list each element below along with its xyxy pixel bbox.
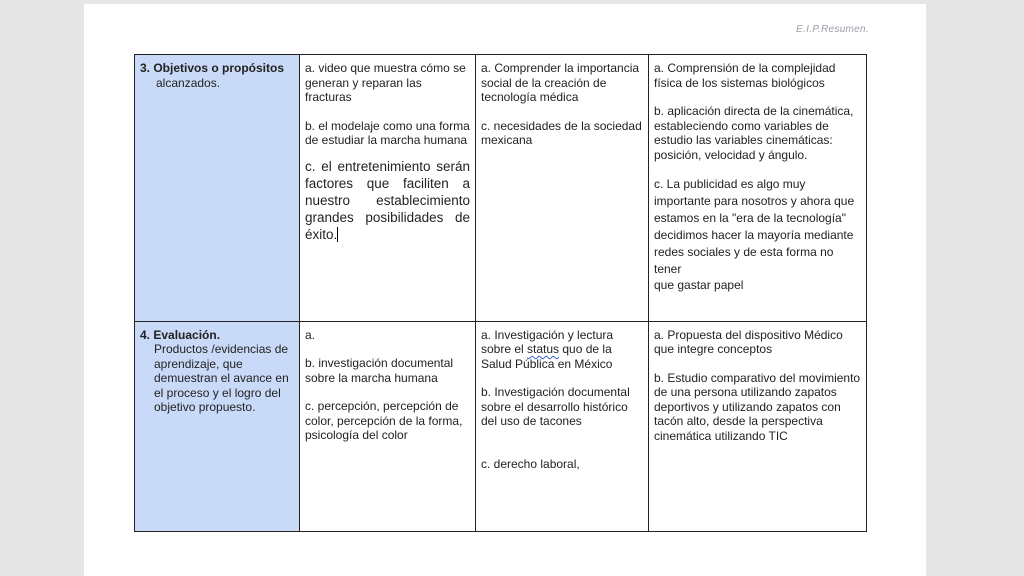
- cell-item: que gastar papel: [654, 278, 744, 292]
- cell-item: a.: [305, 327, 316, 342]
- row-label-evaluation: [135, 321, 300, 531]
- evaluation-table: [134, 54, 867, 532]
- cell-item: b. Estudio comparativo del movimiento de una persona utilizando zapatos deportivos y utilizando zapatos con tacón alto, desde la perspectiva cinemática utilizando TIC: [654, 370, 861, 443]
- cell-item: a. Comprensión de la complejidad física de los sistemas biológicos: [654, 61, 836, 90]
- cell-item: c. La publicidad es algo muy importante para nosotros y ahora que estamos en la "era de la tecnología" decidimos hacer la mayoría mediante redes sociales y de esta forma no tener: [654, 177, 855, 276]
- cell-item: b. Investigación documental sobre el desarrollo histórico del uso de tacones: [481, 385, 630, 429]
- table-cell[interactable]: [476, 55, 649, 322]
- table-row: [135, 321, 867, 531]
- cell-item: c. necesidades de la sociedad mexicana: [481, 118, 642, 147]
- text-cursor: [337, 227, 338, 242]
- table-cell[interactable]: [649, 55, 867, 322]
- table-row: [135, 55, 867, 322]
- table-cell[interactable]: [649, 321, 867, 531]
- row-label-objectives: [135, 55, 300, 322]
- cell-item: a. Comprender la importancia social de la creación de tecnología médica: [481, 61, 640, 104]
- table-cell[interactable]: [300, 55, 476, 322]
- page-header: E.I.P.Resumen.: [796, 24, 869, 35]
- row-label-title: 3. Objetivos o propósitos: [140, 61, 285, 75]
- row-label-text: alcanzados.: [156, 75, 221, 90]
- cell-item: c. percepción, percepción de color, percepción de la forma, psicología del color: [305, 399, 463, 443]
- cell-item: a. Propuesta del dispositivo Médico que integre conceptos: [654, 327, 843, 357]
- row-label-title: 4. Evaluación.: [140, 327, 221, 342]
- cell-item: b. el modelaje como una forma de estudiar la marcha humana: [305, 118, 470, 147]
- cell-item: b. investigación documental sobre la marcha humana: [305, 356, 454, 385]
- table-cell[interactable]: [476, 321, 649, 531]
- cell-item: a. Investigación y lectura sobre el status quo de la Salud Pública en México: [481, 327, 614, 371]
- cell-item: b. aplicación directa de la cinemática, estableciendo como variables de estudio las variables cinemáticas: posición, velocidad y ángulo.: [654, 104, 854, 162]
- document-page: [84, 4, 926, 576]
- row-label-text: Productos /evidencias de aprendizaje, que demuestran el avance en el proceso y el logro del objetivo propuesto.: [154, 342, 289, 415]
- cell-item: c. derecho laboral,: [481, 456, 580, 471]
- cell-item-editing[interactable]: c. el entretenimiento serán factores que faciliten a nuestro establecimiento grandes posibilidades de éxito.: [305, 158, 470, 242]
- cell-item: a. video que muestra cómo se generan y reparan las fracturas: [305, 61, 466, 104]
- spellcheck-word[interactable]: status: [527, 342, 560, 357]
- table-cell[interactable]: [300, 321, 476, 531]
